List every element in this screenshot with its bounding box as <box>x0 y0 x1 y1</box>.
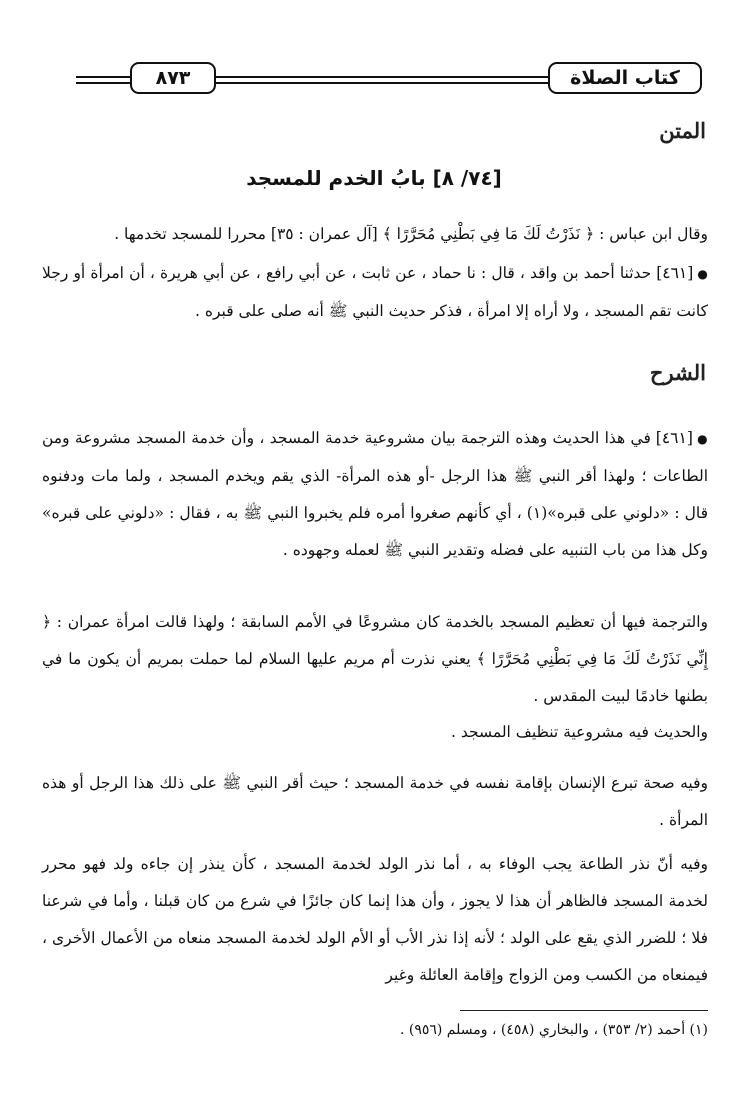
chapter-title: [٧٤/ ٨] بابُ الخدم للمسجد <box>246 166 502 190</box>
sharh-paragraph-4: وفيه صحة تبرع الإنسان بإقامة نفسه في خدمة المسجد ؛ حيث أقر النبي ﷺ على ذلك هذا الرجل أو هذه المرأة . <box>42 774 708 829</box>
sharh-text-1: [٤٦١] في هذا الحديث وهذه الترجمة بيان مشروعية خدمة المسجد ، وأن خدمة المسجد مشروعة ومن الطاعات ؛ ولهذا أقر النبي ﷺ هذا الرجل -أو هذه المرأة- الذي يقم ويخدم المسجد ، ولما مات ودفنوه قال : «دلوني على قبره»(١) ، أي كأنهم صغروا أمره فلم يخبروا النبي ﷺ به ، فقال : «دلوني على قبره» وكل هذا من باب التنبيه على فضله وتقدير النبي ﷺ لعمله وجهوده . <box>42 429 708 559</box>
book-title: كتاب الصلاة <box>548 62 702 94</box>
footnote-separator <box>460 1010 708 1011</box>
sharh-paragraph-1 <box>42 420 708 569</box>
matn-hadith <box>42 255 708 330</box>
sharh-paragraph-5: وفيه أنّ نذر الطاعة يجب الوفاء به ، أما نذر الولد لخدمة المسجد ، كأن ينذر إن جاءه ولد فهو محرر لخدمة المسجد فالظاهر أن هذا لا يجوز ، وأن هذا إنما كان جائزًا في شرع من كان قبلنا ، وأما في شرعنا فلا ؛ للضرر الذي يقع على الولد ؛ لأنه إذا نذر الأب أو الأم الولد لخدمة المسجد منعاه من الأعمال الأخرى ، فيمنعاه من الكسب ومن الزواج وإقامة العائلة وغير <box>42 855 708 984</box>
matn-hadith-text: [٤٦١] حدثنا أحمد بن واقد ، قال : نا حماد ، عن ثابت ، عن أبي رافع ، عن أبي هريرة ، أن امرأة أو رجلا كانت تقم المسجد ، ولا أراه إلا امرأة ، فذكر حديث النبي ﷺ أنه صلى على قبره . <box>42 264 708 320</box>
matn-paragraph: وقال ابن عباس : ﴿ نَذَرْتُ لَكَ مَا فِي بَطْنِي مُحَرَّرًا ﴾ [آل عمران : ٣٥] محررا للمسجد تخدمها . <box>114 225 708 243</box>
matn-label: المتن <box>659 118 706 143</box>
page-number: ٨٧٣ <box>130 62 216 94</box>
sharh-label: الشرح <box>649 360 706 385</box>
running-header <box>76 58 702 102</box>
sharh-paragraph-2: والترجمة فيها أن تعظيم المسجد بالخدمة كان مشروعًا في الأمم السابقة ؛ ولهذا قالت امرأة عمران : ﴿ إِنِّي نَذَرْتُ لَكَ مَا فِي بَطْنِي مُحَرَّرًا ﴾ يعني نذرت أم مريم عليها السلام لما حملت بمريم أن يكون ما في بطنها خادمًا لبيت المقدس . <box>42 613 708 705</box>
footnote: (١) أحمد (٢/ ٣٥٣) ، والبخاري (٤٥٨) ، ومسلم (٩٥٦) . <box>399 1022 708 1038</box>
sharh-paragraph-3: والحديث فيه مشروعية تنظيف المسجد . <box>451 723 708 741</box>
